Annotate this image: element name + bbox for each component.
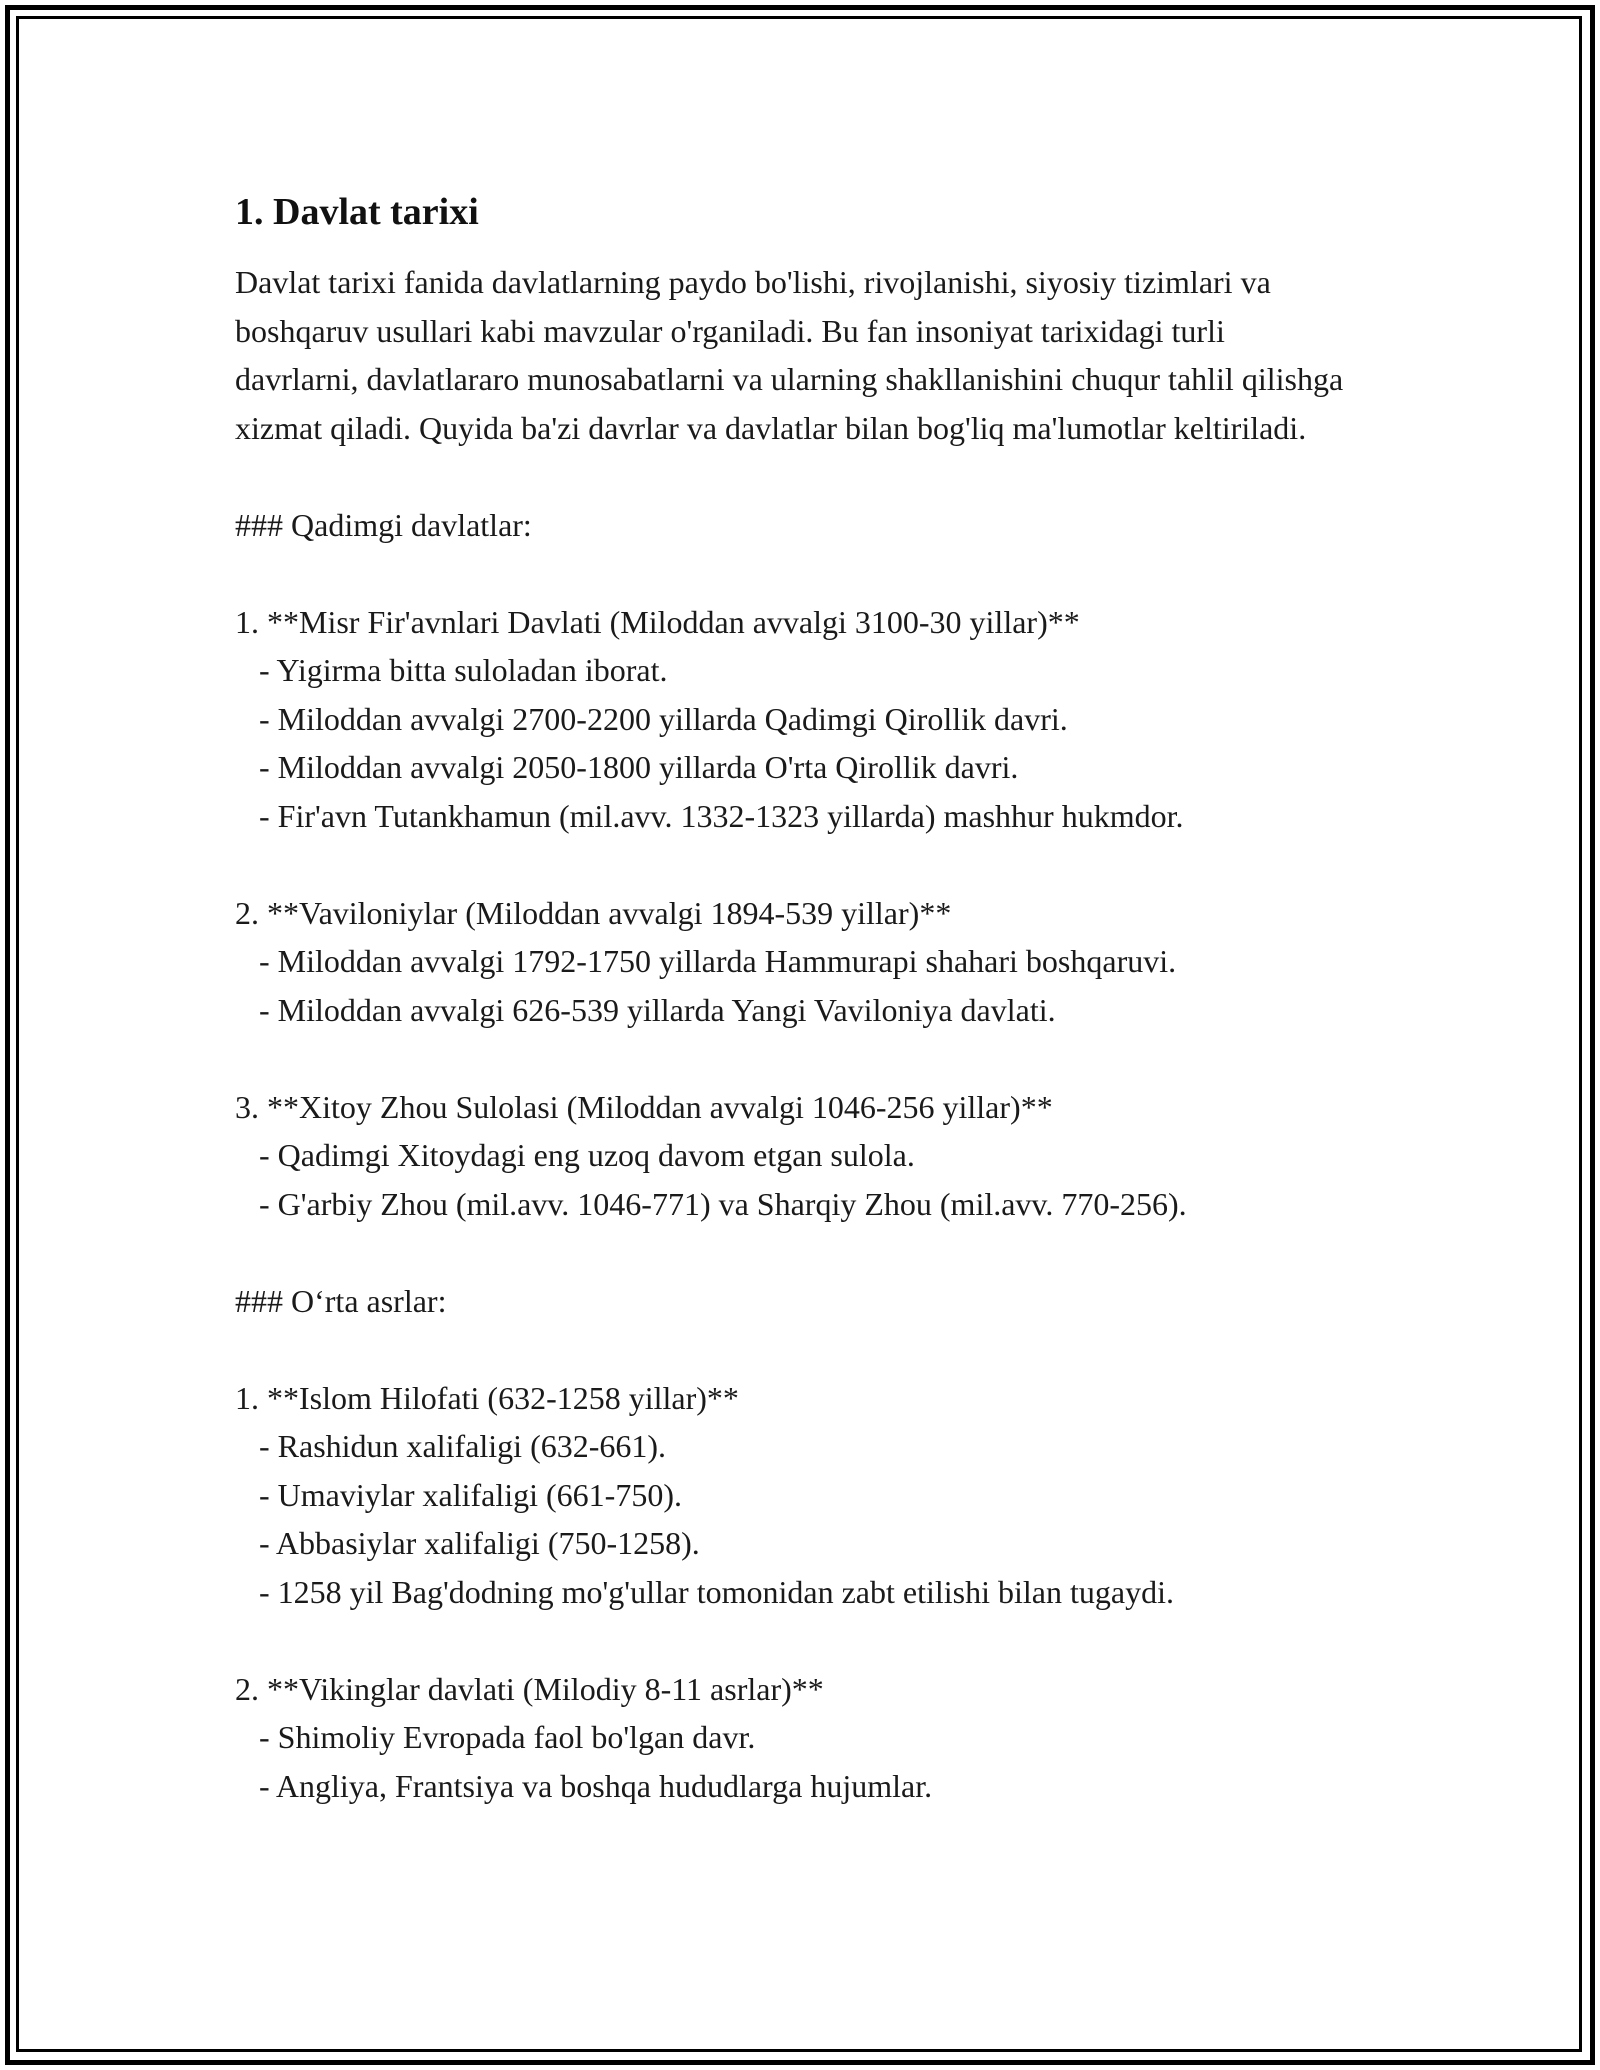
numbered-item: 3. **Xitoy Zhou Sulolasi (Miloddan avvalgi 1046-256 yillar)** [235,1088,1053,1125]
intro-paragraph: Davlat tarixi fanida davlatlarning paydo bo'lishi, rivojlanishi, siyosiy tizimlari va boshqaruv usullari kabi mavzular o'rganiladi. Bu fan insoniyat tarixidagi turli davrlarni, davlatlararo munosabatlarni va ularning shakllanishini chuqur tahlil qilishga xizmat qiladi. Quyida ba'zi davrlar va davlatlar bilan bog'liq ma'lumotlar keltiriladi. [235,264,1344,446]
document-body [235,188,1355,1810]
bullet-item: - G'arbiy Zhou (mil.avv. 1046-771) va Sharqiy Zhou (mil.avv. 770-256). [235,1185,1187,1222]
bullet-item: - Fir'avn Tutankhamun (mil.avv. 1332-1323 yillarda) mashhur hukmdor. [235,797,1184,834]
numbered-item: 1. **Misr Fir'avnlari Davlati (Miloddan avvalgi 3100-30 yillar)** [235,603,1080,640]
bullet-item: - Miloddan avvalgi 1792-1750 yillarda Hammurapi shahari boshqaruvi. [235,943,1177,979]
bullet-item: - 1258 yil Bag'dodning mo'g'ullar tomonidan zabt etilishi bilan tugaydi. [235,1573,1174,1610]
numbered-item: 2. **Vikinglar davlati (Milodiy 8-11 asrlar)** [235,1670,824,1707]
blank-line [235,1034,1355,1083]
section-heading: ### O‘rta asrlar: [235,1282,447,1319]
bullet-item: - Yigirma bitta suloladan iborat. [235,652,668,688]
document-title: 1. Davlat tarixi [235,191,479,233]
bullet-item: - Angliya, Frantsiya va boshqa hududlarga hujumlar. [235,1767,933,1804]
bullet-item: - Qadimgi Xitoydagi eng uzoq davom etgan sulola. [235,1137,915,1173]
document-lines [235,452,1355,1810]
blank-line [235,452,1355,501]
bullet-item: - Miloddan avvalgi 626-539 yillarda Yangi Vaviloniya davlati. [235,991,1056,1028]
bullet-item: - Miloddan avvalgi 2050-1800 yillarda O'rta Qirollik davri. [235,749,1019,785]
blank-line [235,1325,1355,1374]
blank-line [235,1616,1355,1665]
bullet-item: - Miloddan avvalgi 2700-2200 yillarda Qadimgi Qirollik davri. [235,700,1068,737]
numbered-item: 2. **Vaviloniylar (Miloddan avvalgi 1894-539 yillar)** [235,894,952,931]
bullet-item: - Shimoliy Evropada faol bo'lgan davr. [235,1719,756,1755]
blank-line [235,1228,1355,1277]
blank-line [235,840,1355,889]
numbered-item: 1. **Islom Hilofati (632-1258 yillar)** [235,1379,739,1416]
bullet-item: - Rashidun xalifaligi (632-661). [235,1428,667,1464]
bullet-item: - Abbasiylar xalifaligi (750-1258). [235,1525,700,1561]
blank-line [235,549,1355,598]
section-heading: ### Qadimgi davlatlar: [235,506,532,543]
bullet-item: - Umaviylar xalifaligi (661-750). [235,1476,682,1513]
